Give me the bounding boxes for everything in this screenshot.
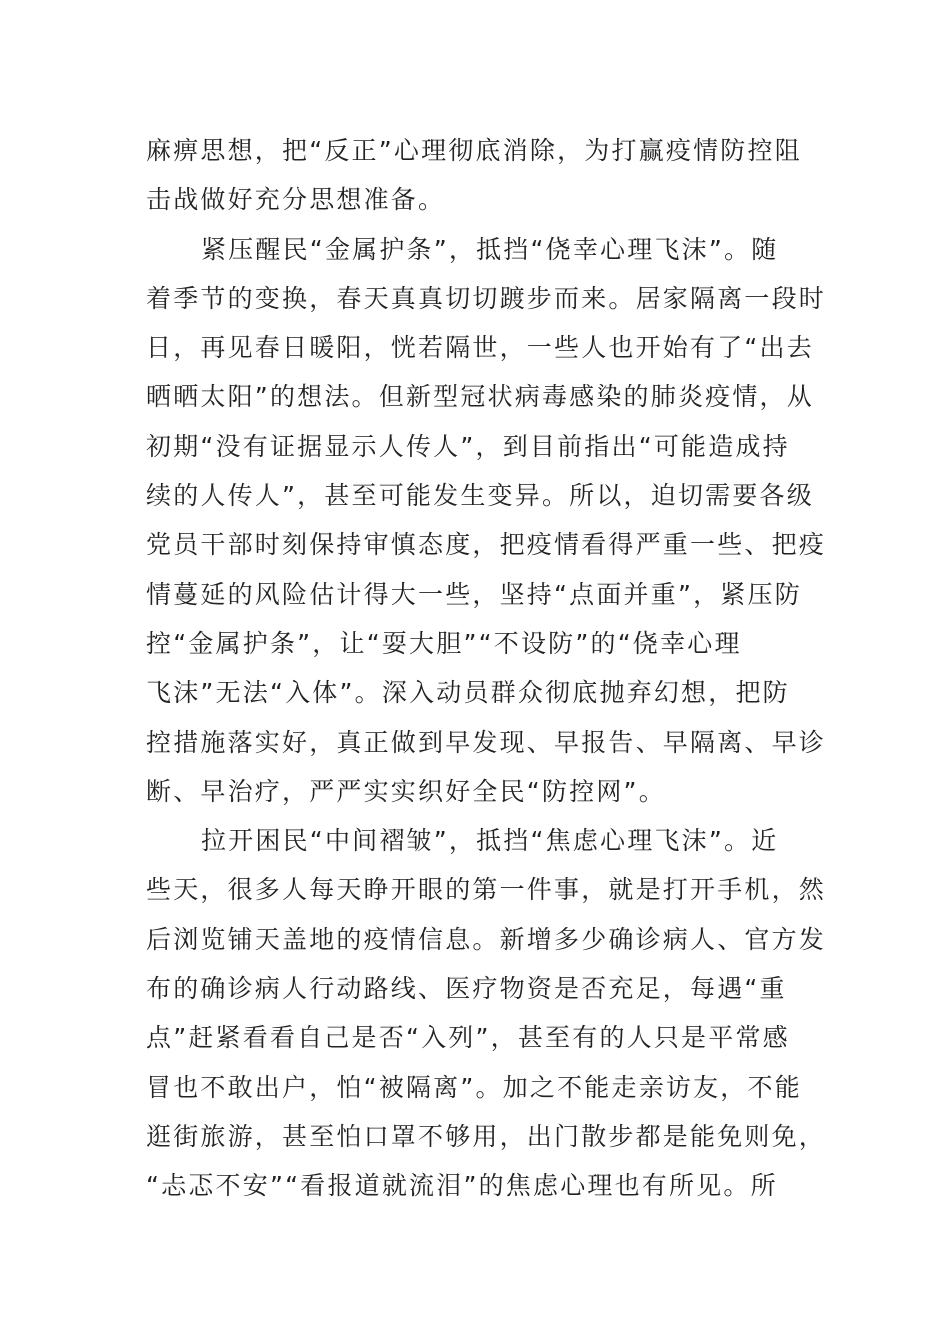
text-line: 飞沫”无法“入体”。深入动员群众彻底抛弃幻想，把防 (146, 678, 790, 708)
text-line: 控措施落实好，真正做到早发现、早报告、早隔离、早诊 (146, 727, 827, 757)
paragraph-start-line: 拉开困民“中间褶皱”，抵挡“焦虑心理飞沫”。近 (201, 826, 779, 856)
text-line: 日，再见春日暖阳，恍若隔世，一些人也开始有了“出去 (146, 333, 814, 363)
text-line: 击战做好充分思想准备。 (146, 185, 446, 215)
text-line: 冒也不敢出户，怕“被隔离”。加之不能走亲访友，不能 (146, 1072, 802, 1102)
text-line: 麻痹思想，把“反正”心理彻底消除，为打赢疫情防控阻 (146, 136, 802, 165)
text-line: 党员干部时刻保持审慎态度，把疫情看得严重一些、把疫 (146, 530, 827, 560)
paragraph-start-line: 紧压醒民“金属护条”，抵挡“侥幸心理飞沫”。随 (201, 234, 779, 264)
text-line: 断、早治疗，严严实实织好全民“防控网”。 (146, 776, 666, 806)
text-line: 布的确诊病人行动路线、医疗物资是否充足，每遇“重 (146, 974, 787, 1004)
text-line: 晒晒太阳”的想法。但新型冠状病毒感染的肺炎疫情，从 (146, 382, 814, 412)
text-line: 些天，很多人每天睁开眼的第一件事，就是打开手机，然 (146, 875, 827, 905)
text-line: 续的人传人”，甚至可能发生变异。所以，迫切需要各级 (146, 481, 814, 511)
body-text (146, 126, 827, 1211)
text-line: 后浏览铺天盖地的疫情信息。新增多少确诊病人、官方发 (146, 924, 827, 954)
text-line: 初期“没有证据显示人传人”，到目前指出“可能造成持 (146, 431, 790, 461)
text-line: 点”赶紧看看自己是否“入列”，甚至有的人只是平常感 (146, 1023, 790, 1053)
text-line: 着季节的变换，春天真真切切踱步而来。居家隔离一段时 (146, 283, 827, 313)
text-line: “忐忑不安”“看报道就流泪”的焦虑心理也有所见。所 (146, 1171, 778, 1201)
text-line: 情蔓延的风险估计得大一些，坚持“点面并重”，紧压防 (146, 579, 802, 609)
text-line: 逛街旅游，甚至怕口罩不够用，出门散步都是能免则免， (146, 1121, 827, 1151)
text-line: 控“金属护条”，让“耍大胆”“不设防”的“侥幸心理 (146, 628, 742, 658)
